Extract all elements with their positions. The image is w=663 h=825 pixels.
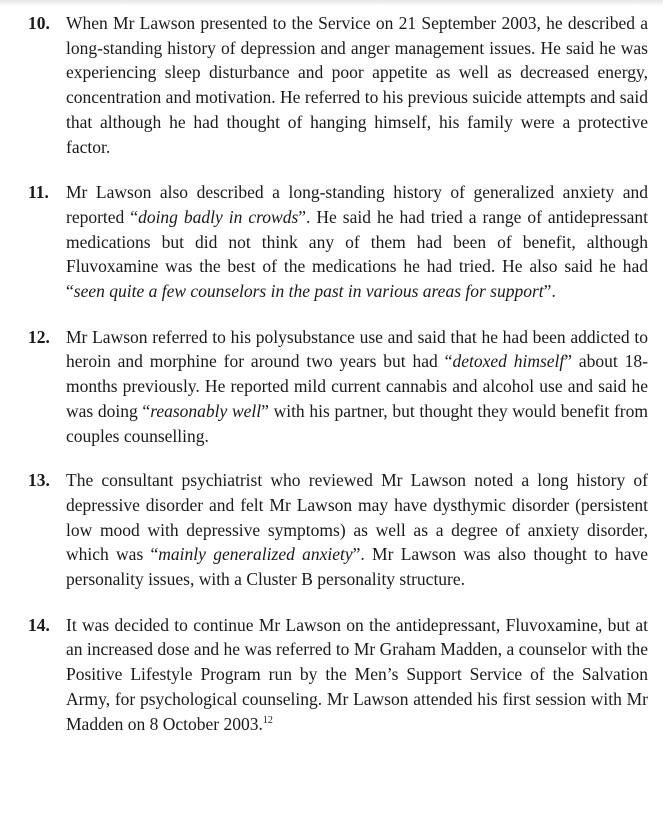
- paragraph-text: [66, 613, 648, 737]
- paragraph-11: [28, 180, 648, 304]
- quoted-italic-text: reasonably well: [150, 400, 262, 421]
- page-top-shadow: [0, 0, 663, 6]
- paragraph-text: [66, 325, 648, 449]
- footnote-reference[interactable]: 12: [262, 714, 273, 726]
- quoted-italic-text: doing badly in crowds: [138, 206, 299, 227]
- paragraph-10: [28, 11, 648, 159]
- paragraph-number: 12.: [28, 326, 50, 347]
- text-segment: ”. Mr Lawson was also thought to have personality issues, with a Cluster B personality structure.: [66, 544, 648, 590]
- document-body: [28, 11, 648, 756]
- text-segment: Mr Lawson also described a long-standing history of generalized anxiety and reported “: [66, 182, 648, 227]
- paragraph-14: [28, 613, 648, 737]
- paragraph-number: 11.: [28, 182, 49, 203]
- text-segment: ”. He said he had tried a range of antidepressant medications but did not think any of them had been of benefit, although Fluvoxamine was the best of the medications he had tried. He also said he had “: [66, 206, 649, 302]
- text-segment: ”.: [543, 281, 556, 302]
- paragraph-number: 14.: [28, 614, 50, 635]
- text-segment: When Mr Lawson presented to the Service on 21 September 2003, he described a long-standing history of depression and anger management issues. He said he was experiencing sleep disturbance and poor appetite as well as decreased energy, concentration and motivation. He referred to his previous suicide attempts and said that although he had thought of hanging himself, his family were a protective factor.: [66, 13, 648, 157]
- text-segment: Mr Lawson referred to his polysubstance use and said that he had been addicted to heroin and morphine for around two years but had “: [66, 326, 648, 372]
- paragraph-text: [66, 11, 648, 159]
- quoted-italic-text: detoxed himself: [452, 351, 565, 372]
- quoted-italic-text: mainly generalized anxiety: [158, 544, 353, 565]
- text-segment: It was decided to continue Mr Lawson on the antidepressant, Fluvoxamine, but at an increased dose and he was referred to Mr Graham Madden, a counselor with the Positive Lifestyle Program run by the Men’s Support Service of the Salvation Army, for psychological counseling. Mr Lawson attended his first session with Mr Madden on 8 October 2003.: [66, 614, 648, 734]
- text-segment: The consultant psychiatrist who reviewed Mr Lawson noted a long history of depressive disorder and felt Mr Lawson may have dysthymic disorder (persistent low mood with depressive symptoms) as well as a degree of anxiety disorder, which was “: [66, 470, 648, 565]
- paragraph-text: [66, 180, 648, 304]
- paragraph-12: [28, 325, 648, 449]
- text-segment: ” about 18-months previously. He reported mild current cannabis and alcohol use and said he was doing “: [66, 351, 648, 421]
- paragraph-13: [28, 468, 648, 592]
- paragraph-number: 13.: [28, 470, 50, 491]
- quoted-italic-text: seen quite a few counselors in the past in various areas for support: [73, 281, 544, 302]
- text-segment: ” with his partner, but thought they would benefit from couples counselling.: [66, 400, 648, 446]
- paragraph-text: [66, 468, 648, 592]
- paragraph-number: 10.: [28, 13, 50, 33]
